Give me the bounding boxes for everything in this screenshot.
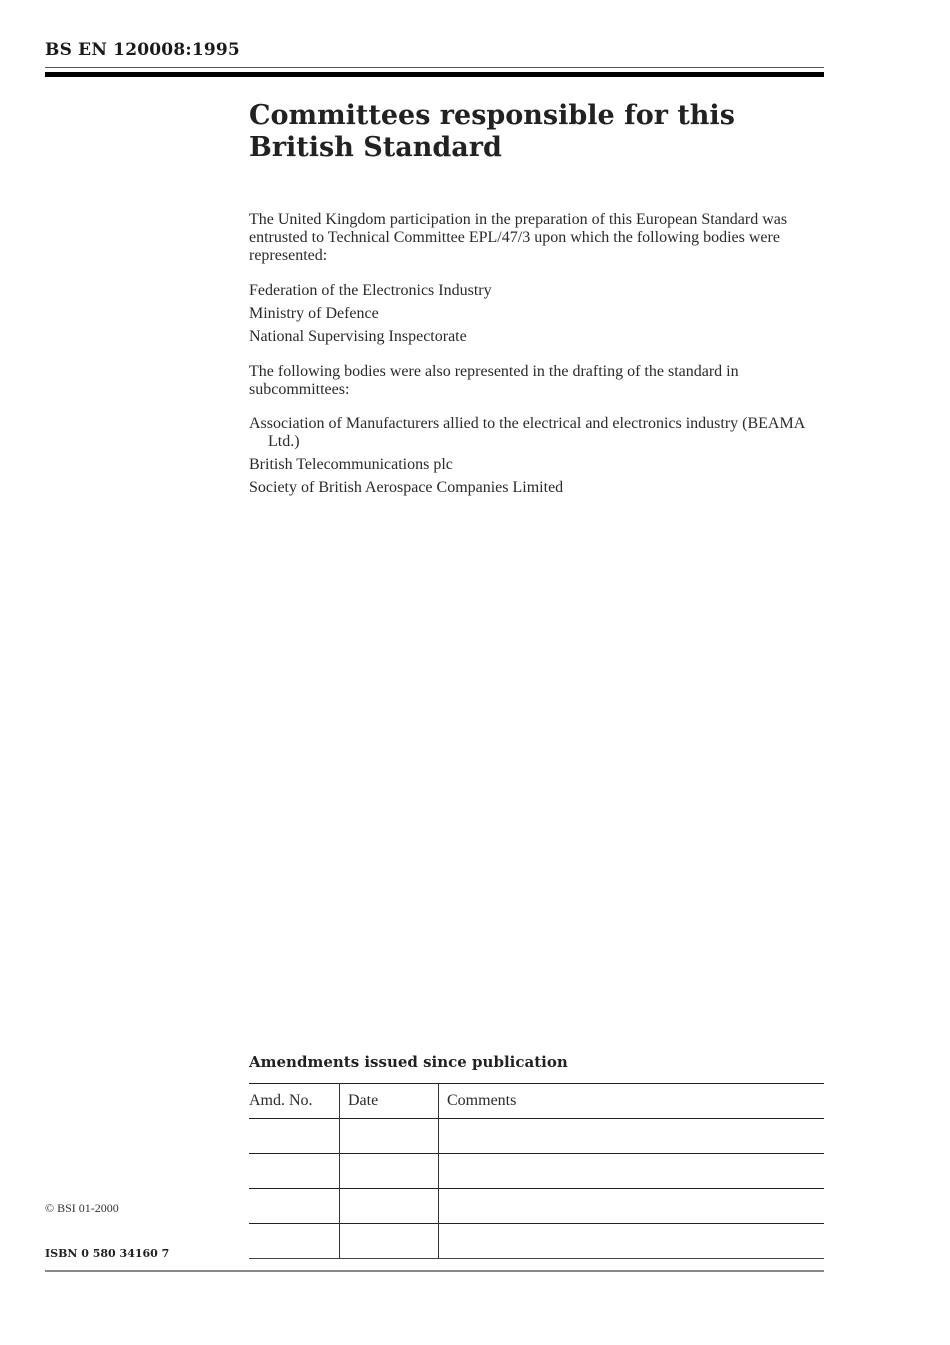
- cell-date: [340, 1154, 439, 1189]
- cell-comments: [439, 1119, 825, 1154]
- table-row: [249, 1119, 824, 1154]
- isbn: ISBN 0 580 34160 7: [45, 1247, 170, 1260]
- cell-comments: [439, 1189, 825, 1224]
- cell-amd-no: [249, 1119, 340, 1154]
- header-rule-thin: [45, 67, 824, 68]
- copyright-notice: © BSI 01-2000: [45, 1201, 119, 1215]
- amendments-table: [249, 1083, 824, 1259]
- list-item: National Supervising Inspectorate: [249, 328, 467, 345]
- page-title-line1: Committees responsible for this: [249, 100, 735, 131]
- table-row: [249, 1189, 824, 1224]
- column-header-amd-no: Amd. No.: [249, 1084, 340, 1119]
- committee-bodies-list: [249, 282, 829, 351]
- cell-date: [340, 1224, 439, 1259]
- amendments-heading: Amendments issued since publication: [249, 1053, 568, 1071]
- intro-paragraph: The United Kingdom participation in the preparation of this European Standard was entrusted to Technical Committee EPL/47/3 upon which the following bodies were represented:: [249, 211, 788, 264]
- cell-date: [340, 1119, 439, 1154]
- cell-date: [340, 1189, 439, 1224]
- list-item: Federation of the Electronics Industry: [249, 282, 492, 299]
- table-header-row: [249, 1084, 824, 1119]
- subcommittee-paragraph: The following bodies were also represented in the drafting of the standard in subcommittees:: [249, 363, 739, 398]
- list-item: British Telecommunications plc: [249, 456, 453, 473]
- table-row: [249, 1154, 824, 1189]
- list-item: Society of British Aerospace Companies Limited: [249, 479, 564, 496]
- page-title-line2: British Standard: [249, 132, 502, 163]
- list-item: Ministry of Defence: [249, 305, 379, 322]
- list-item: Association of Manufacturers allied to the electrical and electronics industry (BEAMA Ltd.): [249, 415, 805, 450]
- subcommittee-bodies-list: [249, 415, 829, 502]
- cell-comments: [439, 1154, 825, 1189]
- cell-amd-no: [249, 1154, 340, 1189]
- header-rule-thick: [45, 72, 824, 77]
- page-title: [249, 100, 829, 164]
- document-id: BS EN 120008:1995: [45, 40, 240, 60]
- cell-amd-no: [249, 1224, 340, 1259]
- footer-rule: [45, 1270, 824, 1272]
- column-header-comments: Comments: [439, 1084, 825, 1119]
- table-row: [249, 1224, 824, 1259]
- cell-amd-no: [249, 1189, 340, 1224]
- cell-comments: [439, 1224, 825, 1259]
- column-header-date: Date: [340, 1084, 439, 1119]
